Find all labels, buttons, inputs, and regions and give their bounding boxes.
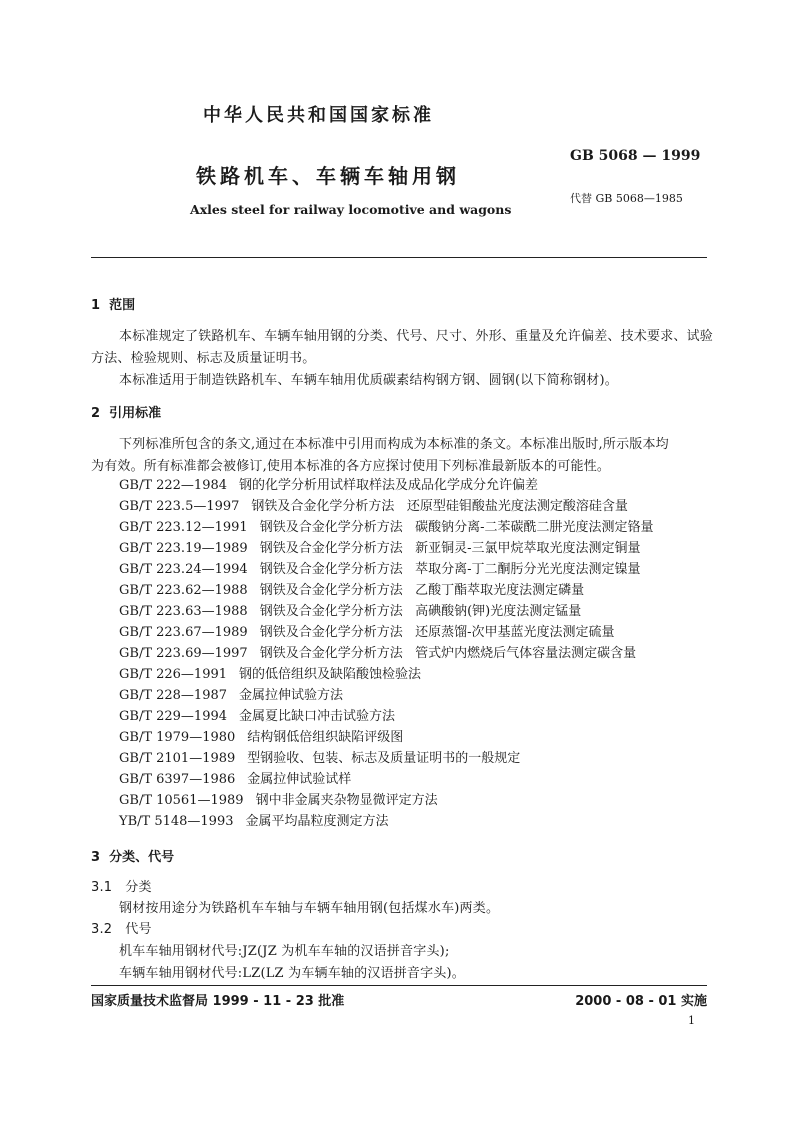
section-3-heading: 3 分类、代号 [91, 850, 175, 865]
reference-code: GB/T 223.67—1989 [119, 625, 248, 640]
reference-code: GB/T 223.5—1997 [119, 499, 240, 514]
reference-item [119, 516, 654, 535]
reference-title: 钢的低倍组织及缺陷酸蚀检验法 [239, 667, 422, 682]
reference-title: 钢铁及合金化学分析方法 还原蒸馏-次甲基蓝光度法测定硫量 [259, 625, 615, 640]
reference-title: 钢中非金属夹杂物显微评定方法 [255, 793, 438, 808]
reference-code: GB/T 6397—1986 [119, 772, 236, 787]
reference-item [119, 705, 395, 724]
reference-code: GB/T 1979—1980 [119, 730, 236, 745]
reference-title: 钢铁及合金化学分析方法 新亚铜灵-三氯甲烷萃取光度法测定铜量 [259, 541, 641, 556]
reference-title: 结构钢低倍组织缺陷评级图 [247, 730, 404, 745]
reference-title: 钢铁及合金化学分析方法 碳酸钠分离-二苯碳酰二肼光度法测定铬量 [259, 520, 654, 535]
reference-item [119, 747, 520, 766]
section-1-para1-line2: 方法、检验规则、标志及质量证明书。 [91, 351, 316, 366]
reference-code: GB/T 223.63—1988 [119, 604, 248, 619]
document-title-cn: 铁路机车、车辆车轴用钢 [196, 164, 460, 188]
reference-code: GB/T 223.12—1991 [119, 520, 248, 535]
reference-title: 钢的化学分析用试样取样法及成品化学成分允许偏差 [239, 478, 539, 493]
reference-title: 钢铁及合金化学分析方法 乙酸丁酯萃取光度法测定磷量 [259, 583, 585, 598]
reference-item [119, 726, 403, 745]
section-1-heading: 1 范围 [91, 298, 136, 313]
reference-code: GB/T 2101—1989 [119, 751, 236, 766]
reference-item [119, 579, 584, 598]
reference-item [119, 642, 636, 661]
document-title-en: Axles steel for railway locomotive and wagons [190, 202, 512, 217]
reference-code: GB/T 223.19—1989 [119, 541, 248, 556]
section-1-para1-line1: 本标准规定了铁路机车、车辆车轴用钢的分类、代号、尺寸、外形、重量及允许偏差、技术要求、试验 [119, 329, 714, 344]
reference-item [119, 474, 538, 493]
section-3-2-heading: 3.2 代号 [91, 922, 152, 937]
reference-code: GB/T 223.62—1988 [119, 583, 248, 598]
reference-title: 钢铁及合金化学分析方法 高碘酸钠(钾)光度法测定锰量 [259, 604, 582, 619]
section-2-intro-line2: 为有效。所有标准都会被修订,使用本标准的各方应探讨使用下列标准最新版本的可能性。 [91, 459, 611, 474]
reference-code: GB/T 226—1991 [119, 667, 228, 682]
page-number: 1 [688, 1014, 695, 1027]
footer-rule [91, 985, 707, 986]
reference-title: 钢铁及合金化学分析方法 管式炉内燃烧后气体容量法测定碳含量 [259, 646, 637, 661]
approval-line: 国家质量技术监督局 1999 - 11 - 23 批准 [91, 994, 345, 1009]
implementation-date: 2000 - 08 - 01 实施 [575, 994, 707, 1009]
section-3-1-text: 钢材按用途分为铁路机车车轴与车辆车轴用钢(包括煤水车)两类。 [119, 901, 500, 916]
section-3-2-line1: 机车车轴用钢材代号:JZ(JZ 为机车车轴的汉语拼音字头); [119, 944, 450, 959]
reference-code: GB/T 10561—1989 [119, 793, 244, 808]
reference-item [119, 621, 615, 640]
reference-code: GB/T 229—1994 [119, 709, 228, 724]
reference-code: YB/T 5148—1993 [119, 814, 234, 829]
reference-item [119, 600, 581, 619]
header-rule [91, 257, 707, 258]
section-1-para2: 本标准适用于制造铁路机车、车辆车轴用优质碳素结构钢方钢、圆钢(以下简称钢材)。 [119, 373, 618, 388]
reference-item [119, 495, 628, 514]
section-3-2-line2: 车辆车轴用钢材代号:LZ(LZ 为车辆车轴的汉语拼音字头)。 [119, 966, 465, 981]
reference-title: 金属拉伸试验试样 [247, 772, 352, 787]
reference-item [119, 789, 438, 808]
reference-title: 钢铁及合金化学分析方法 萃取分离-丁二酮肟分光光度法测定镍量 [259, 562, 641, 577]
reference-item [119, 537, 641, 556]
section-2-intro-line1: 下列标准所包含的条文,通过在本标准中引用而构成为本标准的条文。本标准出版时,所示版本均 [119, 437, 669, 452]
reference-item [119, 558, 641, 577]
reference-item [119, 663, 421, 682]
reference-code: GB/T 223.24—1994 [119, 562, 248, 577]
reference-title: 型钢验收、包装、标志及质量证明书的一般规定 [247, 751, 521, 766]
org-title: 中华人民共和国国家标准 [203, 105, 434, 126]
replaces-standard: 代替 GB 5068—1985 [570, 192, 683, 205]
reference-title: 金属夏比缺口冲击试验方法 [239, 709, 396, 724]
reference-item [119, 810, 389, 829]
reference-title: 钢铁及合金化学分析方法 还原型硅钼酸盐光度法测定酸溶硅含量 [251, 499, 628, 514]
standard-number: GB 5068 — 1999 [570, 148, 701, 164]
reference-title: 金属平均晶粒度测定方法 [245, 814, 389, 829]
reference-item [119, 684, 343, 703]
reference-item [119, 768, 351, 787]
reference-code: GB/T 222—1984 [119, 478, 228, 493]
reference-code: GB/T 228—1987 [119, 688, 228, 703]
section-2-heading: 2 引用标准 [91, 406, 162, 421]
reference-title: 金属拉伸试验方法 [239, 688, 344, 703]
reference-code: GB/T 223.69—1997 [119, 646, 248, 661]
section-3-1-heading: 3.1 分类 [91, 880, 152, 895]
